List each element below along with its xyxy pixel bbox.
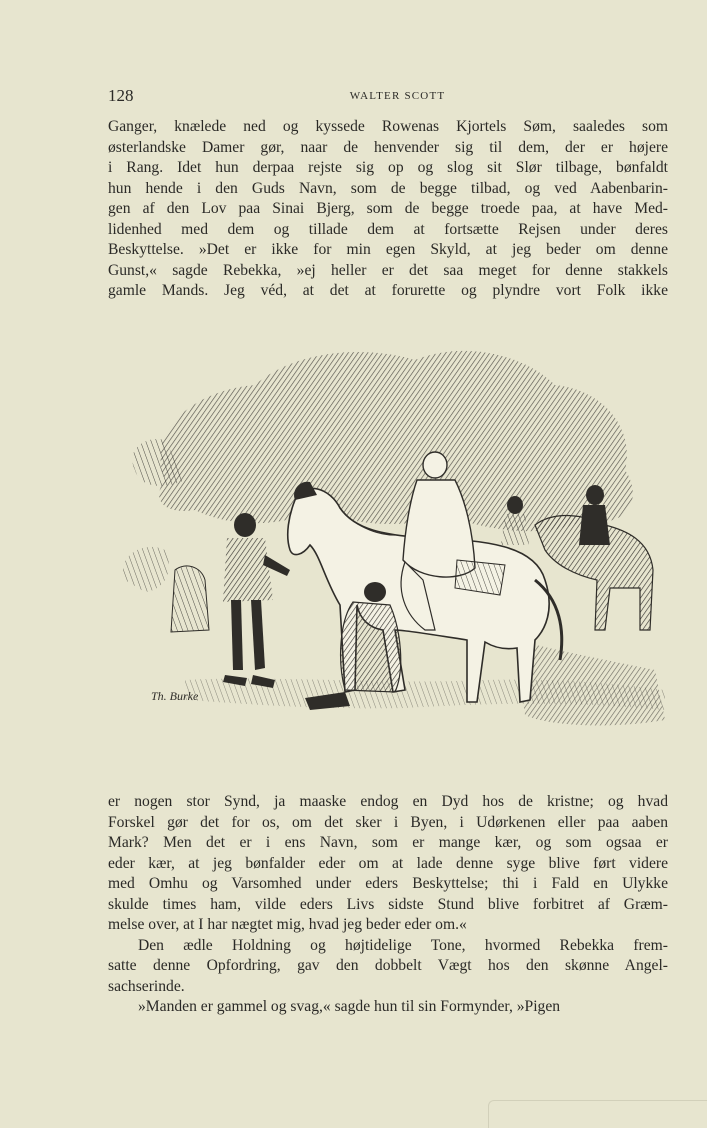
- engraving-drawing: [105, 330, 675, 770]
- text-line: østerlandske Damer gør, naar de henvender sig til dem, der er højere: [108, 138, 668, 156]
- paragraph-top: [108, 117, 668, 302]
- text-line: »Manden er gammel og svag,« sagde hun til sin Formynder, »Pigen: [138, 998, 561, 1015]
- scan-edge-mark: [488, 1100, 707, 1128]
- text-line: er nogen stor Synd, ja maaske endog en Dyd hos de kristne; og hvad: [108, 793, 668, 810]
- text-line: satte denne Opfordring, gav den dobbelt Vægt hos den skønne Angel-: [108, 957, 668, 974]
- groom-figure: [223, 513, 290, 688]
- text-line: gamle Mands. Jeg véd, at det at forurette og plyndre vort Folk ikke: [108, 282, 668, 299]
- text-line: sachserinde.: [108, 977, 185, 995]
- text-line: med Omhu og Varsomhed under eders Beskyttelse; thi i Fald en Ulykke: [108, 875, 668, 892]
- text-line: gen af den Lov paa Sinai Bjerg, som de begge troede paa, at have Med-: [108, 200, 668, 217]
- seated-figure: [171, 566, 209, 632]
- text-line: Gunst,« sagde Rebekka, »ej heller er det saa meget for denne stakkels: [108, 261, 668, 279]
- text-line: Den ædle Holdning og højtidelige Tone, hvormed Rebekka frem-: [138, 936, 668, 954]
- text-line: hun hende i den Guds Navn, som de begge tilbad, og ved Aabenbarin-: [108, 179, 668, 197]
- text-line: lidenhed med dem og tillade dem at fortsætte Rejsen under deres: [108, 220, 668, 238]
- page-number: 128: [108, 86, 134, 105]
- text-line: Mark? Men det er i ens Navn, som er mange kær, og som ogsaa er: [108, 834, 668, 851]
- page-header: [108, 86, 667, 108]
- text-line: Forskel gør det for os, om det sker i Byen, i Udørkenen eller paa aaben: [108, 813, 668, 831]
- text-line: skulde times ham, vilde eders Livs sidste Stund blive forbitret af Græm-: [108, 895, 668, 913]
- running-head: WALTER SCOTT: [349, 90, 446, 102]
- text-line: Beskyttelse. »Det er ikke for min egen Skyld, at jeg beder om denne: [108, 241, 668, 258]
- paragraph-bottom: [108, 792, 668, 1018]
- text-line: i Rang. Idet hun derpaa rejste sig op og slog sit Slør tilbage, bønfaldt: [108, 159, 668, 176]
- engraving-illustration: [105, 330, 675, 770]
- text-line: melse over, at I har nægtet mig, hvad jeg beder eder om.«: [108, 916, 467, 933]
- text-line: Ganger, knælede ned og kyssede Rowenas Kjortels Søm, saaledes som: [108, 118, 668, 135]
- text-line: eder kær, at jeg bønfalder eder om at lade denne syge blive ført videre: [108, 854, 668, 872]
- artist-signature: Th. Burke: [151, 689, 199, 703]
